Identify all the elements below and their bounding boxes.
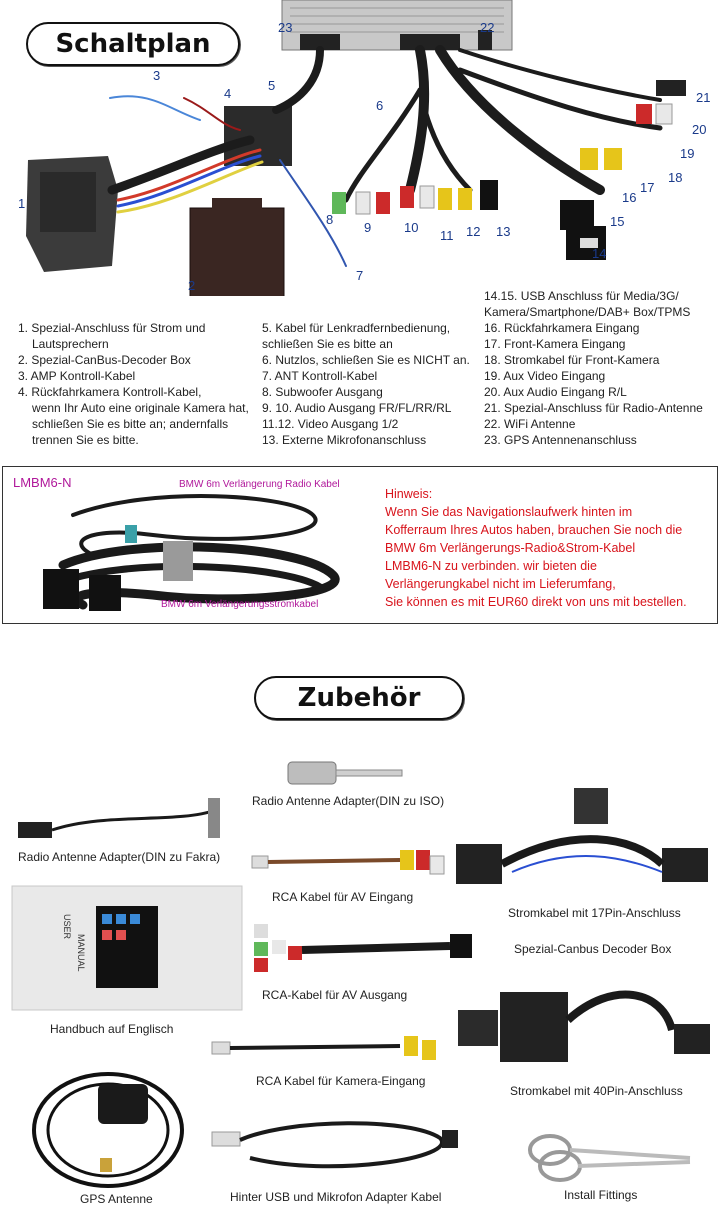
callout-12: 12 (466, 224, 481, 239)
legend-item: 11.12. Video Ausgang 1/2 (262, 417, 399, 431)
callout-10: 10 (404, 220, 419, 235)
label-power-17pin: Stromkabel mit 17Pin-Anschluss (508, 906, 681, 920)
manual-image (10, 884, 244, 1012)
gps-antenna-image (28, 1064, 190, 1194)
legend-item: 16. Rückfahrkamera Eingang (484, 321, 640, 335)
rca-camera-cable-image (210, 1030, 446, 1066)
callout-2: 2 (188, 278, 196, 293)
note-line: BMW 6m Verlängerungs-Radio&Strom-Kabel (385, 541, 636, 555)
label-rca-av-out: RCA-Kabel für AV Ausgang (262, 988, 408, 1002)
callout-7: 7 (356, 268, 364, 283)
callout-1: 1 (18, 196, 26, 211)
section-title-wiring: Schaltplan (26, 22, 240, 66)
extension-note (385, 485, 715, 611)
callout-17: 17 (640, 180, 655, 195)
legend-item: 8. Subwoofer Ausgang (262, 385, 383, 399)
legend-item: 21. Spezial-Anschluss für Radio-Antenne (484, 401, 703, 415)
legend-item: schließen Sie es bitte an (262, 337, 393, 351)
usb-mic-adapter-cable-image (210, 1118, 462, 1180)
callout-23: 23 (278, 20, 293, 35)
legend-item: 6. Nutzlos, schließen Sie es NICHT an. (262, 353, 470, 367)
callout-3: 3 (153, 68, 161, 83)
legend-item: schließen Sie es bitte an; andernfalls (32, 417, 229, 431)
legend-item: 14.15. USB Anschluss für Media/3G/ (484, 289, 679, 303)
callout-15: 15 (610, 214, 625, 229)
callout-19: 19 (680, 146, 695, 161)
note-line: Verlängerungkabel nicht im Lieferumfang, (385, 577, 616, 591)
callout-8: 8 (326, 212, 334, 227)
callout-4: 4 (224, 86, 232, 101)
power-17pin-cable-image (452, 786, 716, 898)
legend-item: 4. Rückfahrkamera Kontroll-Kabel, (18, 385, 202, 399)
legend-item: trennen Sie es bitte. (32, 433, 139, 447)
manual-cover-line2: MANUAL (76, 934, 86, 972)
extension-power-label: BMW 6m Verlängerungsstromkabel (161, 599, 319, 610)
legend-column-3 (484, 288, 716, 448)
legend-item: 23. GPS Antennenanschluss (484, 433, 637, 447)
legend-item: Lautsprechern (32, 337, 109, 351)
legend-item: 5. Kabel für Lenkradfernbedienung, (262, 321, 451, 335)
callout-18: 18 (668, 170, 683, 185)
extension-cable-panel (2, 466, 718, 624)
manual-cover-line1: USER (62, 914, 72, 940)
label-rca-av-in: RCA Kabel für AV Eingang (272, 890, 414, 904)
callout-13: 13 (496, 224, 511, 239)
antenna-fakra-adapter-image (16, 794, 226, 848)
label-canbus-box: Spezial-Canbus Decoder Box (514, 942, 672, 956)
legend-column-2 (262, 320, 478, 448)
callout-16: 16 (622, 190, 637, 205)
callout-5: 5 (268, 78, 276, 93)
callout-6: 6 (376, 98, 384, 113)
legend-item: 22. WiFi Antenne (484, 417, 576, 431)
legend-item: 20. Aux Audio Eingang R/L (484, 385, 627, 399)
label-antenna-fakra: Radio Antenne Adapter(DIN zu Fakra) (18, 850, 221, 864)
note-line: LMBM6-N zu verbinden. wir bieten die (385, 559, 597, 573)
legend-item: 7. ANT Kontroll-Kabel (262, 369, 378, 383)
legend-item: 18. Stromkabel für Front-Kamera (484, 353, 660, 367)
label-install-fittings: Install Fittings (564, 1188, 638, 1202)
extension-cable-code: LMBM6-N (13, 475, 72, 490)
antenna-din-adapter-image (284, 756, 406, 792)
callout-11: 11 (440, 228, 454, 243)
rca-av-input-cable-image (250, 846, 446, 876)
note-line: Sie können es mit EUR60 direkt von uns mit bestellen. (385, 595, 687, 609)
legend-item: 3. AMP Kontroll-Kabel (18, 369, 136, 383)
section-title-accessories: Zubehör (254, 676, 464, 720)
legend-item: 17. Front-Kamera Eingang (484, 337, 626, 351)
legend-item: 1. Spezial-Anschluss für Strom und (18, 321, 206, 335)
note-line: Hinweis: (385, 487, 433, 501)
legend-column-1 (18, 320, 258, 448)
label-gps: GPS Antenne (80, 1192, 153, 1206)
label-antenna-din: Radio Antenne Adapter(DIN zu ISO) (252, 794, 445, 808)
legend-item: wenn Ihr Auto eine originale Kamera hat, (32, 401, 249, 415)
note-line: Kofferraum Ihres Autos haben, brauchen Sie noch die (385, 523, 683, 537)
label-power-40pin: Stromkabel mit 40Pin-Anschluss (510, 1084, 683, 1098)
legend-item: 13. Externe Mikrofonanschluss (262, 433, 427, 447)
extension-radio-label: BMW 6m Verlängerung Radio Kabel (179, 479, 340, 490)
label-usb-mic: Hinter USB und Mikrofon Adapter Kabel (230, 1190, 442, 1204)
label-rca-camera: RCA Kabel für Kamera-Eingang (256, 1074, 426, 1088)
install-fittings-image (522, 1128, 694, 1186)
callout-14: 14 (592, 246, 607, 261)
callout-9: 9 (364, 220, 372, 235)
power-40pin-cable-image (452, 970, 716, 1070)
legend-item: 9. 10. Audio Ausgang FR/FL/RR/RL (262, 401, 452, 415)
callout-21: 21 (696, 90, 711, 105)
extension-cable-image (33, 485, 353, 617)
callout-20: 20 (692, 122, 707, 137)
callout-22: 22 (480, 20, 495, 35)
rca-av-output-cable-image (250, 920, 480, 976)
note-line: Wenn Sie das Navigationslaufwerk hinten im (385, 505, 633, 519)
legend-item: 19. Aux Video Eingang (484, 369, 606, 383)
legend-item: 2. Spezial-CanBus-Decoder Box (18, 353, 191, 367)
legend-item: Kamera/Smartphone/DAB+ Box/TPMS (484, 305, 691, 319)
label-manual: Handbuch auf Englisch (50, 1022, 174, 1036)
